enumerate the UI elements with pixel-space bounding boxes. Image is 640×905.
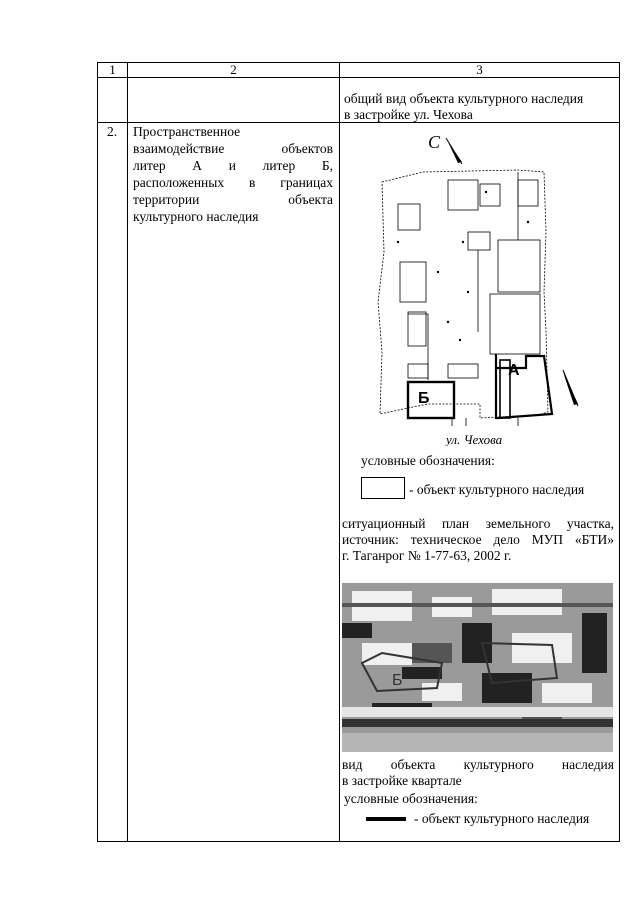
row2-description-line6: культурного наследия <box>133 209 259 224</box>
legend-heritage-box-icon <box>361 477 405 499</box>
table-col-divider-2 <box>339 62 340 842</box>
plan-caption-line3: г. Таганрог № 1-77-63, 2002 г. <box>342 548 512 563</box>
table-border-right <box>619 62 620 842</box>
legend1-title: условные обозначения: <box>361 453 495 468</box>
street-label: ул. Чехова <box>446 432 503 446</box>
row2-description-line2: взаимодействие объектов <box>133 141 333 156</box>
table-border-left <box>97 62 98 842</box>
legend2-item: - объект культурного наследия <box>414 811 590 826</box>
plan-caption-line1: ситуационный план земельного участка, <box>342 516 614 531</box>
aerial-caption-line1: вид объекта культурного наследия <box>342 757 614 772</box>
table-border-bottom <box>97 841 620 842</box>
legend-heritage-line-icon <box>366 817 406 821</box>
table-border-header-bottom <box>97 77 620 78</box>
building-b-label: Б <box>418 390 430 407</box>
row2-description-line5: территории объекта <box>133 192 333 207</box>
row2-description-line1: Пространственное <box>133 124 241 139</box>
aerial-building-b-label: Б <box>392 672 403 689</box>
building-a-label: А <box>508 362 520 379</box>
north-label: С <box>428 132 441 152</box>
row2-description-line4: расположенных в границах <box>133 175 333 190</box>
column-header-1: 1 <box>109 62 116 77</box>
building-b-outline <box>408 382 454 418</box>
legend1-item: - объект культурного наследия <box>409 482 585 497</box>
table-col-divider-1 <box>127 62 128 842</box>
legend2-title: условные обозначения: <box>344 791 478 806</box>
building-a-outline <box>496 354 552 418</box>
column-header-2: 2 <box>230 62 237 77</box>
row2-description-line3: литер А и литер Б, <box>133 158 333 173</box>
plan-caption-line2: источник: техническое дело МУП «БТИ» <box>342 532 614 547</box>
row1-caption-line2: в застройке ул. Чехова <box>344 107 473 122</box>
site-plan-drawing <box>368 132 584 446</box>
aerial-caption-line2: в застройке квартале <box>342 773 462 788</box>
column-header-3: 3 <box>476 62 483 77</box>
row2-number: 2. <box>107 124 118 139</box>
aerial-photo <box>342 583 613 752</box>
row1-caption-line1: общий вид объекта культурного наследия <box>344 91 584 106</box>
